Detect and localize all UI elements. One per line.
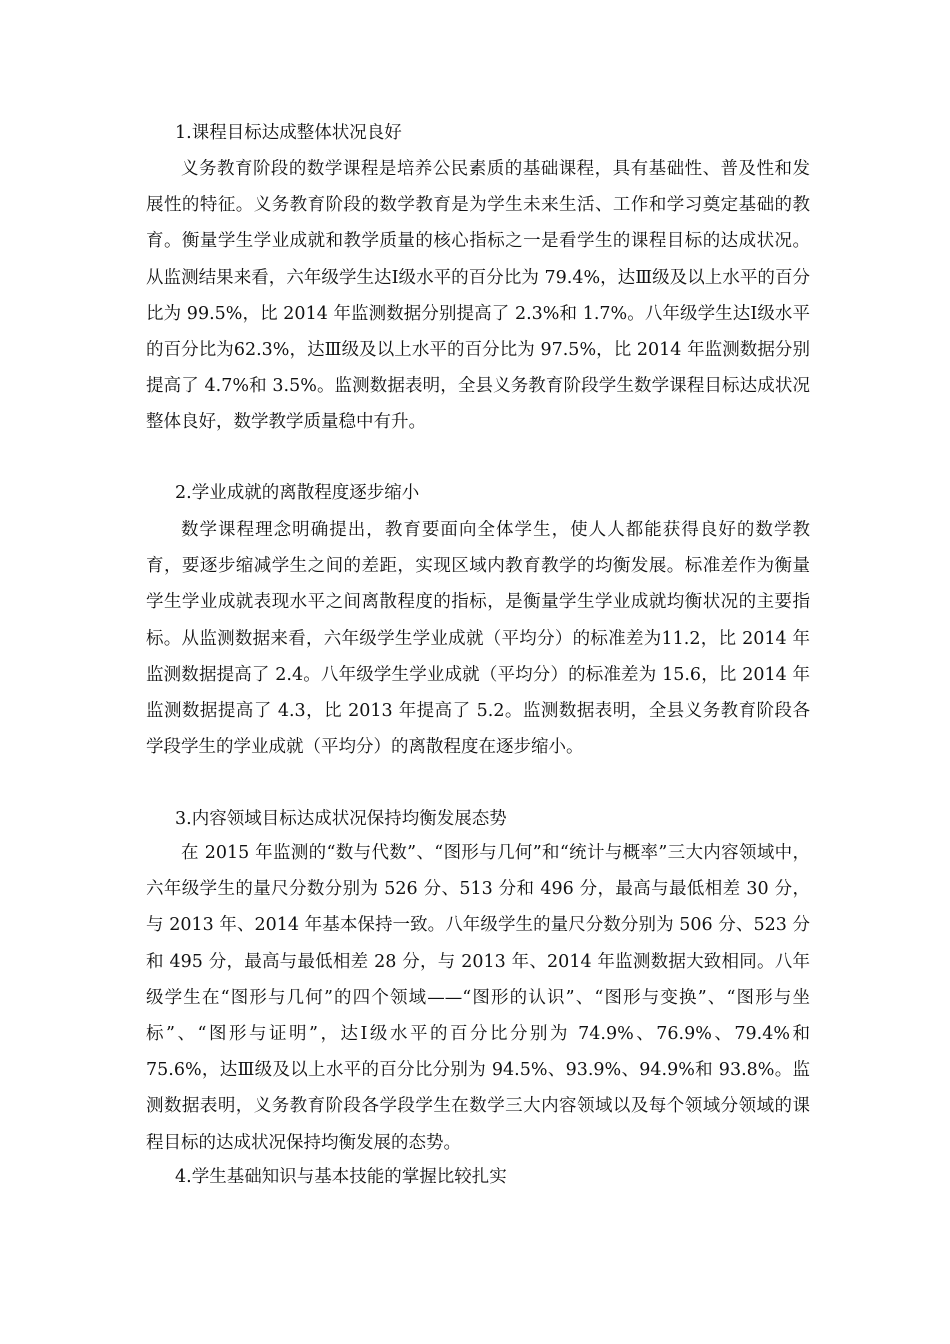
section-1-heading: 1.课程目标达成整体状况良好 [175, 123, 402, 143]
section-2-paragraph: 数学课程理念明确提出，教育要面向全体学生，使人人都能获得良好的数学教育，要逐步缩减学生之间的差距，实现区域内教育教学的均衡发展。标准差作为衡量学生学业成就表现水平之间离散程度的指标，是衡量学生学业成就均衡状况的主要指标。从监测数据来看，六年级学生学业成就（平均分）的标准差为11.2，比 2014 年监测数据提高了 2.4。八年级学生学业成就（平均分）的标准差为 15.6，比 2014 年监测数据提高了 4.3，比 2013 年提高了 5.2。监测数据表明，全县义务教育阶段各学段学生的学业成就（平均分）的离散程度在逐步缩小。 [146, 520, 810, 758]
section-3-paragraph: 在 2015 年监测的“数与代数”、“图形与几何”和“统计与概率”三大内容领域中，六年级学生的量尺分数分别为 526 分、513 分和 496 分，最高与最低相差 30 分，与 2013 年、2014 年基本保持一致。八年级学生的量尺分数分别为 506 分、523 分和 495 分，最高与最低相差 28 分，与 2013 年、2014 年监测数据大致相同。八年级学生在“图形与几何”的四个领域——“图形的认识”、“图形与变换”、“图形与坐标”、“图形与证明”，达Ⅰ级水平的百分比分别为 74.9%、76.9%、79.4%和 75.6%，达Ⅲ级及以上水平的百分比分别为 94.5%、93.9%、94.9%和 93.8%。监测数据表明，义务教育阶段各学段学生在数学三大内容领域以及每个领域分领域的课程目标的达成状况保持均衡发展的态势。 [146, 843, 810, 1153]
section-4-heading: 4.学生基础知识与基本技能的掌握比较扎实 [175, 1167, 507, 1187]
section-1-paragraph: 义务教育阶段的数学课程是培养公民素质的基础课程，具有基础性、普及性和发展性的特征。义务教育阶段的数学教育是为学生未来生活、工作和学习奠定基础的教育。衡量学生学业成就和教学质量的核心指标之一是看学生的课程目标的达成状况。从监测结果来看，六年级学生达Ⅰ级水平的百分比为 79.4%，达Ⅲ级及以上水平的百分比为 99.5%，比 2014 年监测数据分别提高了 2.3%和 1.7%。八年级学生达Ⅰ级水平的百分比为62.3%，达Ⅲ级及以上水平的百分比为 97.5%，比 2014 年监测数据分别提高了 4.7%和 3.5%。监测数据表明，全县义务教育阶段学生数学课程目标达成状况整体良好，数学教学质量稳中有升。 [146, 159, 810, 433]
section-2-heading: 2.学业成就的离散程度逐步缩小 [175, 483, 420, 503]
section-3-heading: 3.内容领域目标达成状况保持均衡发展态势 [175, 809, 507, 829]
